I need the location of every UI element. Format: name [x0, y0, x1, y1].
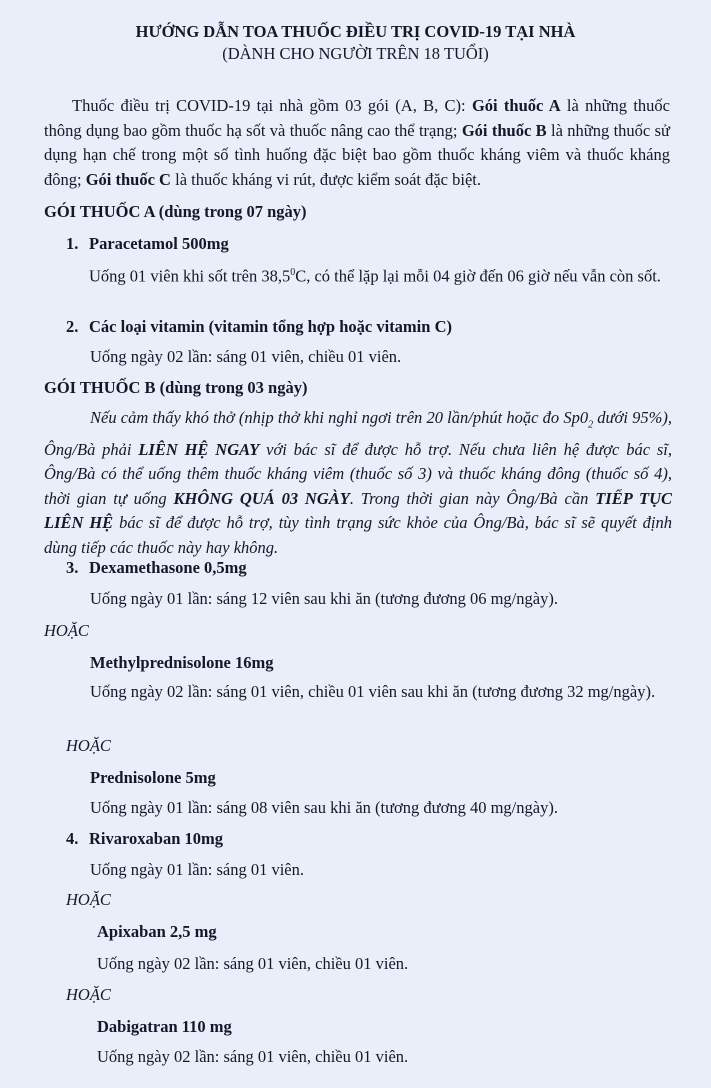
item-number: 3. — [66, 558, 79, 577]
drug-name-methylprednisolone: Methylprednisolone 16mg — [90, 653, 274, 672]
drug-name: Rivaroxaban 10mg — [89, 829, 223, 848]
drug-name: Các loại vitamin (vitamin tổng hợp hoặc vitamin C) — [89, 317, 452, 336]
drug-dose — [89, 260, 679, 289]
drug-name-dabigatran: Dabigatran 110 mg — [97, 1017, 232, 1036]
drug-dose: Uống ngày 01 lần: sáng 01 viên. — [90, 860, 305, 879]
document-title: HƯỚNG DẪN TOA THUỐC ĐIỀU TRỊ COVID-19 TẠI NHÀ — [135, 22, 576, 41]
note-text: dưới 95%), Ông/Bà phải — [44, 408, 672, 459]
note-text: với bác sĩ để được hỗ trợ. Nếu chưa liên hệ được bác sĩ, Ông/Bà có thể uống thêm thuốc kháng viêm (thuốc số 3) và thuốc kháng đông (thuốc số 4), thời gian tự uống — [44, 439, 672, 508]
or-label: HOẶC — [66, 890, 111, 909]
degree-superscript: 0 — [290, 267, 296, 278]
item-number: 2. — [66, 317, 79, 336]
intro-pack-c-label: Gói thuốc C — [85, 169, 171, 189]
drug-name: Paracetamol 500mg — [89, 234, 229, 253]
intro-paragraph — [44, 94, 670, 192]
item-number: 1. — [66, 234, 79, 253]
drug-item-3 — [66, 558, 247, 578]
item-number: 4. — [66, 829, 79, 848]
note-emphasis: KHÔNG QUÁ 03 NGÀY — [173, 488, 350, 508]
drug-dose: Uống ngày 02 lần: sáng 01 viên, chiều 01 viên. — [90, 347, 402, 366]
dose-text: Uống 01 viên khi sốt trên 38,5 — [89, 266, 291, 286]
note-emphasis: TIẾP TỤC LIÊN HỆ — [44, 488, 672, 533]
intro-text: Thuốc điều trị COVID-19 tại nhà gồm 03 gói (A, B, C): — [72, 96, 472, 115]
drug-dose: Uống ngày 01 lần: sáng 08 viên sau khi ăn (tương đương 40 mg/ngày). — [90, 798, 558, 817]
drug-name: Dexamethasone 0,5mg — [89, 558, 247, 577]
note-text: bác sĩ để được hỗ trợ, tùy tình trạng sức khỏe của Ông/Bà, bác sĩ sẽ quyết định dùng tiếp các thuốc này hay không. — [44, 513, 673, 557]
note-emphasis: LIÊN HỆ NGAY — [138, 439, 260, 459]
or-label: HOẶC — [66, 736, 111, 755]
drug-dose: Uống ngày 01 lần: sáng 12 viên sau khi ăn (tương đương 06 mg/ngày). — [90, 589, 558, 608]
subscript: 2 — [588, 419, 594, 431]
intro-text: là những thuốc thông dụng bao gồm thuốc hạ sốt và thuốc nâng cao thể trạng; — [44, 96, 671, 140]
drug-name-prednisolone: Prednisolone 5mg — [90, 768, 216, 787]
drug-name-apixaban: Apixaban 2,5 mg — [97, 922, 217, 941]
intro-text: là thuốc kháng vi rút, được kiểm soát đặc biệt. — [170, 169, 481, 189]
drug-item-1 — [66, 234, 229, 254]
drug-dose: Uống ngày 02 lần: sáng 01 viên, chiều 01 viên sau khi ăn (tương đương 32 mg/ngày). — [90, 682, 656, 701]
note-text: . Trong thời gian này Ông/Bà cần — [349, 488, 596, 508]
dose-text: C, có thể lặp lại mỗi 04 giờ đến 06 giờ nếu vẫn còn sốt. — [295, 266, 661, 286]
drug-dose: Uống ngày 02 lần: sáng 01 viên, chiều 01 viên. — [97, 1047, 409, 1066]
drug-item-2 — [66, 317, 452, 337]
intro-pack-b-label: Gói thuốc B — [461, 120, 547, 140]
pack-b-heading: GÓI THUỐC B (dùng trong 03 ngày) — [44, 378, 308, 397]
intro-pack-a-label: Gói thuốc A — [471, 96, 561, 115]
or-label: HOẶC — [66, 985, 111, 1004]
document-subtitle: (DÀNH CHO NGƯỜI TRÊN 18 TUỔI) — [222, 44, 489, 63]
pack-b-note — [44, 406, 672, 560]
pack-a-heading: GÓI THUỐC A (dùng trong 07 ngày) — [44, 202, 307, 221]
or-label: HOẶC — [44, 621, 89, 640]
drug-dose: Uống ngày 02 lần: sáng 01 viên, chiều 01 viên. — [97, 954, 409, 973]
note-text: Nếu cảm thấy khó thở (nhịp thở khi nghỉ ngơi trên 20 lần/phút hoặc đo Sp0 — [90, 408, 589, 427]
intro-text: là những thuốc sử dụng hạn chế trong một số tình huống đặc biệt bao gồm thuốc kháng viêm và thuốc kháng đông; — [44, 120, 670, 189]
drug-item-4 — [66, 829, 223, 849]
